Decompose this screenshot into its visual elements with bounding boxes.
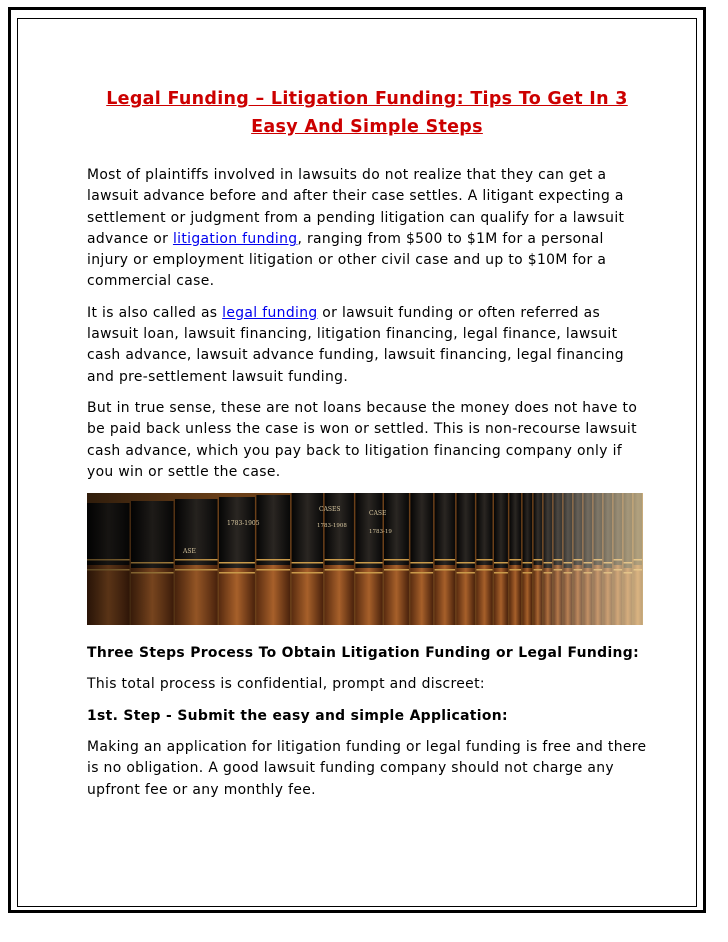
spine-label-1: ASE	[183, 548, 196, 556]
heading-step-1: 1st. Step - Submit the easy and simple Application:	[87, 707, 508, 724]
spine-label-5: CASE	[369, 510, 387, 518]
paragraph-intro	[87, 165, 647, 293]
paragraph-not-loans: But in true sense, these are not loans because the money does not have to be paid back unless the case is won or settled. This is non-recourse lawsuit cash advance, which you pay back to litigation financing company only if you win or settle the case.	[87, 399, 638, 480]
spine-label-3: CASES	[319, 506, 341, 514]
heading-three-steps: Three Steps Process To Obtain Litigation Funding or Legal Funding:	[87, 645, 639, 662]
law-books-illustration	[87, 493, 643, 625]
paragraph-intro-text-1: Most of plaintiffs involved in lawsuits do not realize that they can get a lawsuit advance before and after their case settles. A litigant expecting a settlement or judgment from a pending litigation can qualify for a lawsuit advance or	[87, 167, 625, 247]
paragraph-also-called-text-2: or lawsuit funding or often referred as lawsuit loan, lawsuit financing, litigation financing, legal finance, lawsuit cash advance, lawsuit advance funding, lawsuit financing, legal financing and pre-settlement lawsuit funding.	[87, 304, 624, 385]
link-legal-funding[interactable]: legal funding	[222, 304, 318, 321]
paragraph-application: Making an application for litigation funding or legal funding is free and there is no obligation. A good lawsuit funding company should not charge any upfront fee or any monthly fee.	[87, 739, 647, 798]
document-title: Legal Funding – Litigation Funding: Tips To Get In 3 Easy And Simple Steps	[106, 89, 628, 137]
paragraph-intro-text-2: , ranging from $500 to $1M for a personal injury or employment litigation or other civil case and up to $10M for a commercial case.	[87, 230, 607, 290]
spine-label-4: 1783-1908	[317, 523, 347, 530]
law-books-photo	[87, 493, 643, 625]
paragraph-process: This total process is confidential, prompt and discreet:	[87, 676, 485, 693]
spine-label-2: 1783-1905	[227, 520, 260, 528]
link-litigation-funding[interactable]: litigation funding	[172, 230, 298, 247]
document-content	[87, 85, 647, 811]
paragraph-also-called	[87, 303, 647, 388]
paragraph-also-called-text-1: It is also called as	[87, 304, 223, 321]
spine-label-6: 1783-19	[369, 529, 392, 536]
